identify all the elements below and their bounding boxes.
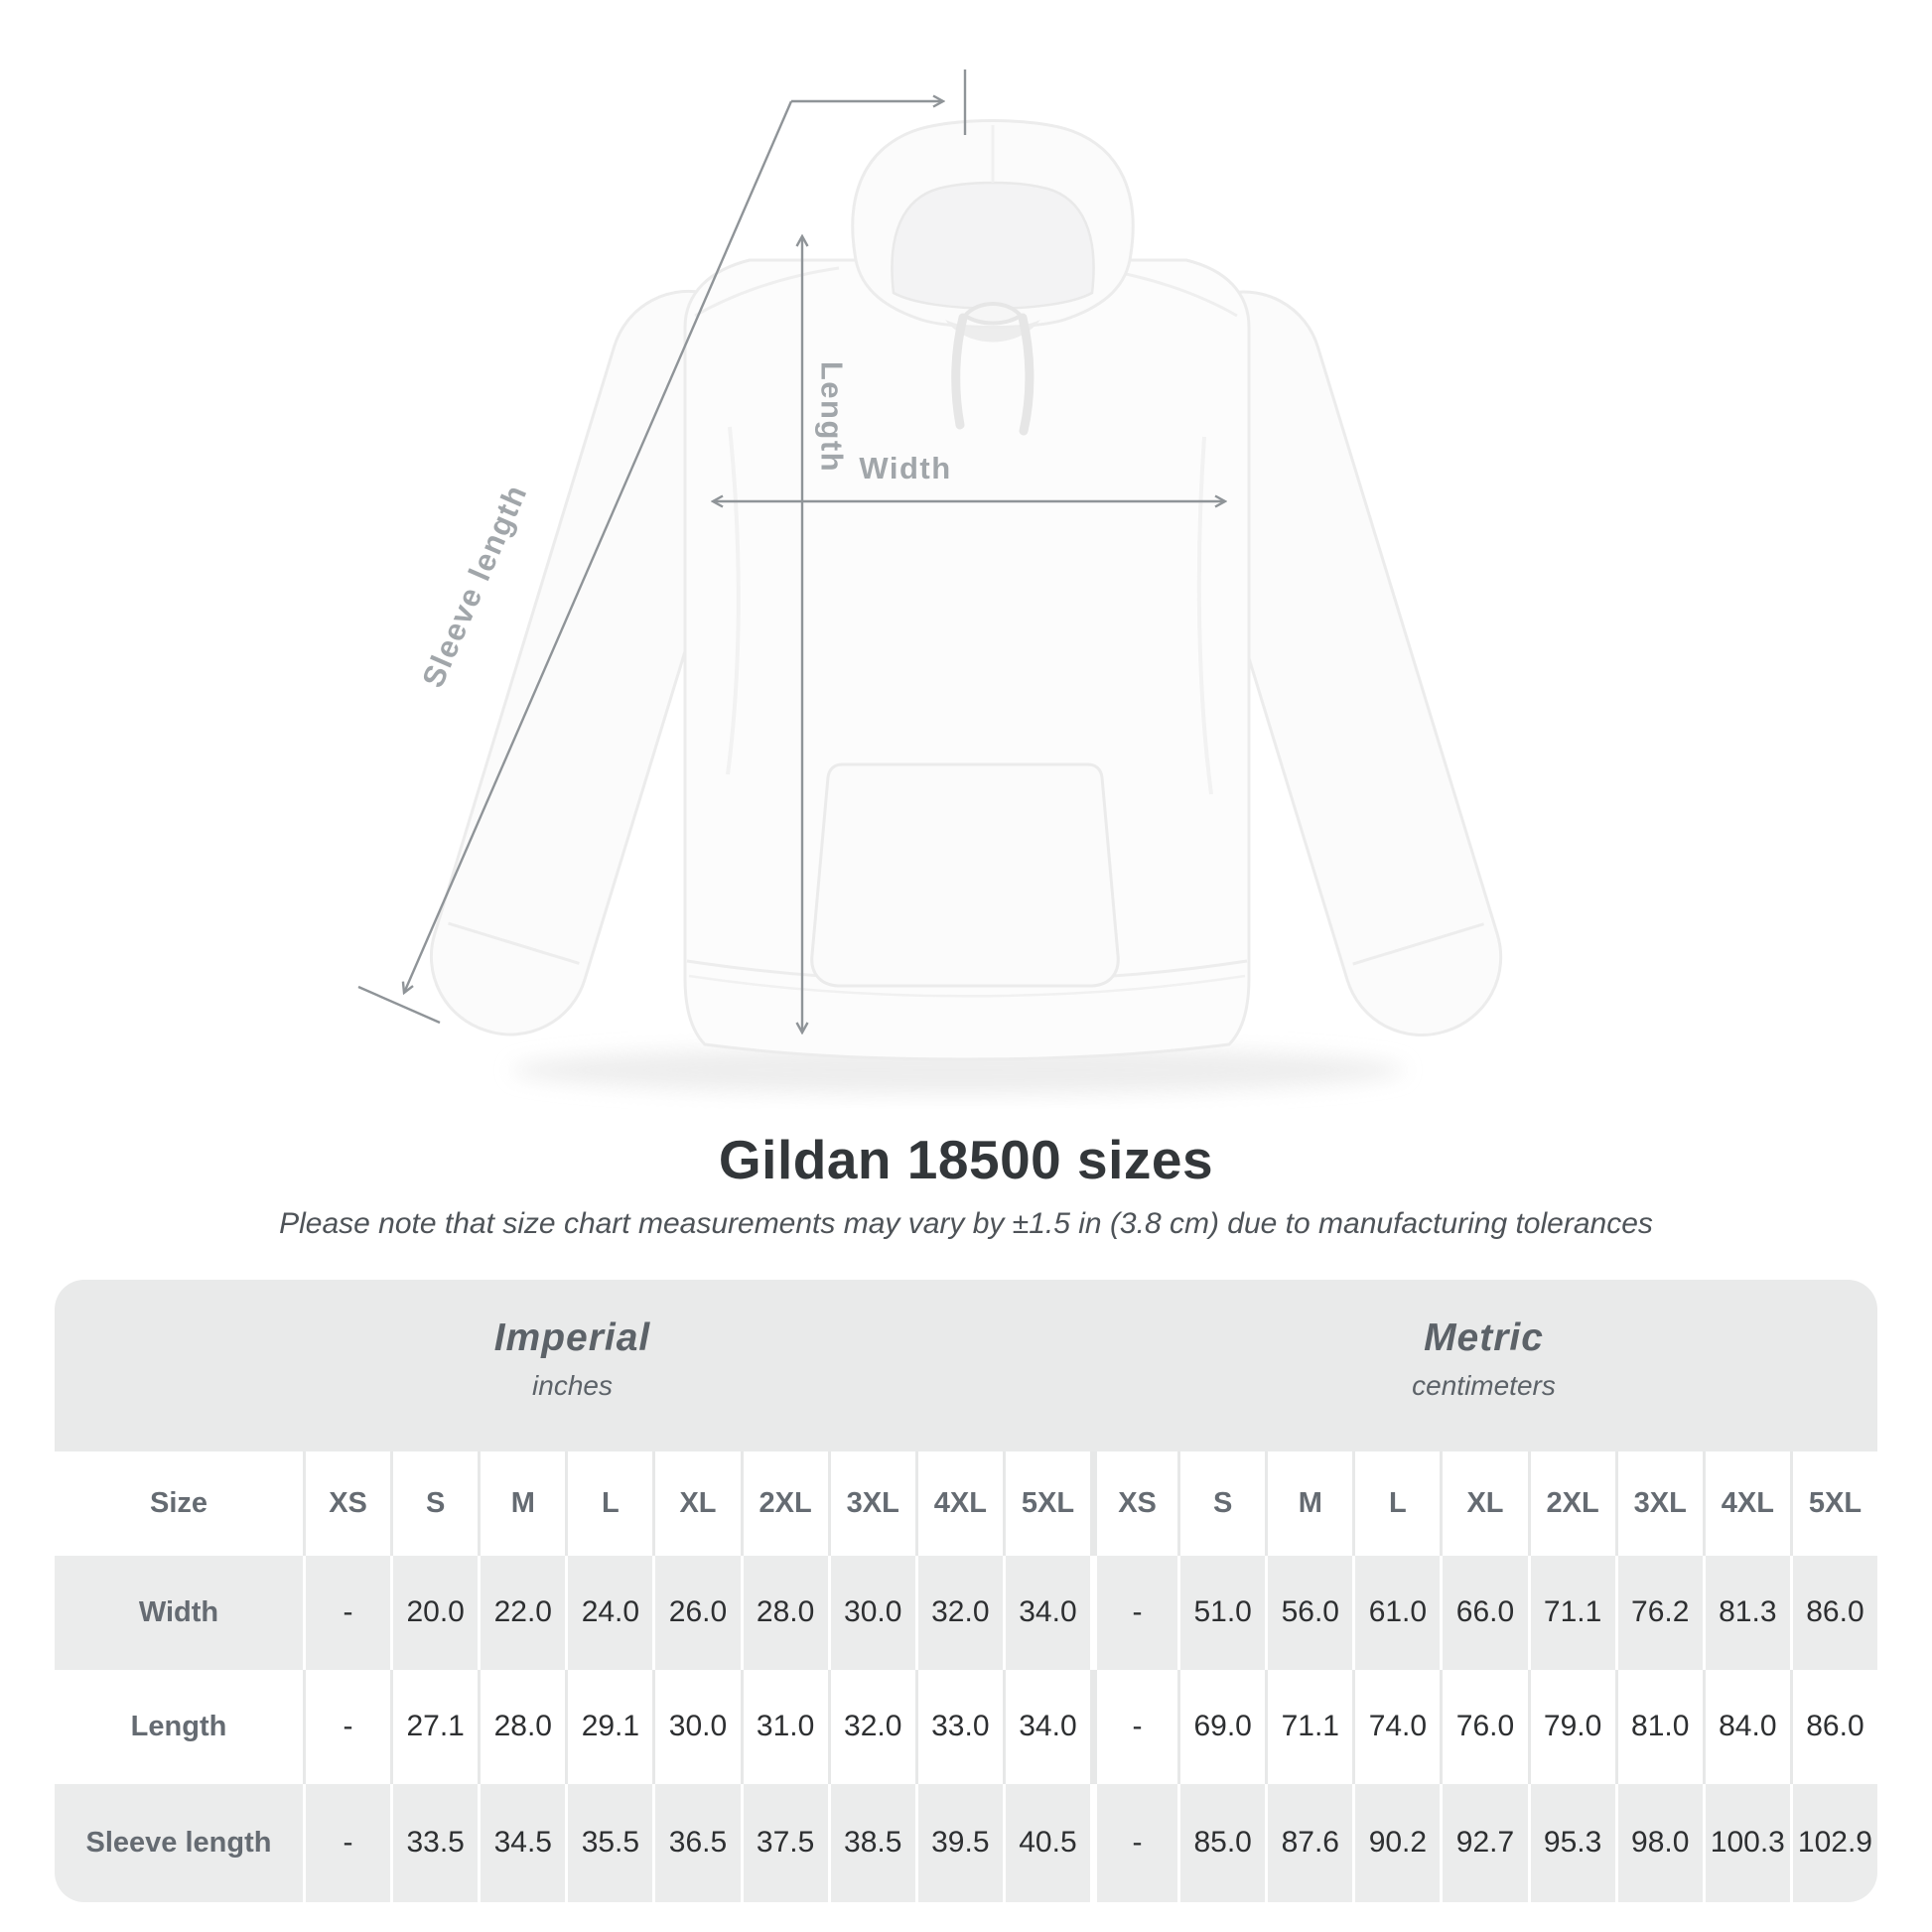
- width-label: Width: [859, 451, 952, 485]
- value-cell: 28.0: [478, 1670, 565, 1784]
- value-cell: 87.6: [1265, 1784, 1352, 1902]
- measurement-row: [55, 1556, 1877, 1670]
- value-cell: 39.5: [915, 1784, 1003, 1902]
- page-title: Gildan 18500 sizes: [718, 1129, 1214, 1190]
- value-cell: 34.5: [478, 1784, 565, 1902]
- value-cell: 35.5: [565, 1784, 652, 1902]
- value-cell: 98.0: [1615, 1784, 1703, 1902]
- value-cell: -: [1090, 1556, 1177, 1670]
- value-cell: 56.0: [1265, 1556, 1352, 1670]
- value-cell: 32.0: [915, 1556, 1003, 1670]
- value-cell: 79.0: [1528, 1670, 1615, 1784]
- row-label: Width: [138, 1595, 219, 1628]
- size-header-imperial-2xl: 2XL: [741, 1451, 828, 1556]
- value-cell: -: [303, 1784, 390, 1902]
- metric-unit: centimeters: [1412, 1370, 1556, 1401]
- value-cell: 29.1: [565, 1670, 652, 1784]
- value-cell: 40.5: [1003, 1784, 1090, 1902]
- value-cell: 90.2: [1352, 1784, 1440, 1902]
- value-cell: 27.1: [390, 1670, 478, 1784]
- value-cell: 95.3: [1528, 1784, 1615, 1902]
- value-cell: 31.0: [741, 1670, 828, 1784]
- value-cell: 100.3: [1703, 1784, 1790, 1902]
- size-header-metric-5xl: 5XL: [1790, 1451, 1877, 1556]
- size-header-metric-xl: XL: [1440, 1451, 1527, 1556]
- value-cell: 30.0: [828, 1556, 915, 1670]
- length-label: Length: [814, 360, 850, 474]
- size-header-imperial-m: M: [478, 1451, 565, 1556]
- size-header-metric-4xl: 4XL: [1703, 1451, 1790, 1556]
- value-cell: 38.5: [828, 1784, 915, 1902]
- metric-label: Metric: [1424, 1316, 1544, 1359]
- value-cell: 33.0: [915, 1670, 1003, 1784]
- value-cell: -: [1090, 1784, 1177, 1902]
- size-header-metric-m: M: [1265, 1451, 1352, 1556]
- size-header-metric-xs: XS: [1090, 1451, 1177, 1556]
- row-label: Sleeve length: [85, 1826, 272, 1859]
- value-cell: 81.0: [1615, 1670, 1703, 1784]
- value-cell: 86.0: [1790, 1670, 1877, 1784]
- value-cell: 28.0: [741, 1556, 828, 1670]
- size-header-row: [55, 1451, 1877, 1556]
- value-cell: 30.0: [652, 1670, 740, 1784]
- value-cell: -: [303, 1670, 390, 1784]
- sleeve-measure-bottom-tick: [358, 987, 440, 1023]
- value-cell: 71.1: [1528, 1556, 1615, 1670]
- value-cell: 36.5: [652, 1784, 740, 1902]
- size-header-imperial-xl: XL: [652, 1451, 740, 1556]
- value-cell: 74.0: [1352, 1670, 1440, 1784]
- value-cell: 71.1: [1265, 1670, 1352, 1784]
- size-header-metric-s: S: [1177, 1451, 1265, 1556]
- size-header-metric-2xl: 2XL: [1528, 1451, 1615, 1556]
- size-header-imperial-xs: XS: [303, 1451, 390, 1556]
- size-header-imperial-3xl: 3XL: [828, 1451, 915, 1556]
- value-cell: -: [303, 1556, 390, 1670]
- metric-group-header: [1090, 1280, 1877, 1451]
- table-rows: [55, 1451, 1877, 1902]
- value-cell: 22.0: [478, 1556, 565, 1670]
- size-header-imperial-4xl: 4XL: [915, 1451, 1003, 1556]
- value-cell: 102.9: [1790, 1784, 1877, 1902]
- sleeve-length-label: Sleeve length: [415, 479, 534, 693]
- value-cell: 34.0: [1003, 1556, 1090, 1670]
- imperial-label: Imperial: [493, 1316, 651, 1359]
- imperial-unit: inches: [532, 1370, 613, 1401]
- tolerance-note: Please note that size chart measurements may vary by ±1.5 in (3.8 cm) due to manufacturing tolerances: [279, 1206, 1653, 1240]
- size-column-header: Size: [149, 1486, 208, 1519]
- value-cell: 51.0: [1177, 1556, 1265, 1670]
- hood-opening: [892, 183, 1093, 309]
- size-header-metric-3xl: 3XL: [1615, 1451, 1703, 1556]
- value-cell: 85.0: [1177, 1784, 1265, 1902]
- size-header-imperial-l: L: [565, 1451, 652, 1556]
- size-header-imperial-s: S: [390, 1451, 478, 1556]
- value-cell: 81.3: [1703, 1556, 1790, 1670]
- value-cell: 20.0: [390, 1556, 478, 1670]
- value-cell: 76.0: [1440, 1670, 1527, 1784]
- kangaroo-pocket: [812, 764, 1119, 986]
- value-cell: 86.0: [1790, 1556, 1877, 1670]
- value-cell: 32.0: [828, 1670, 915, 1784]
- drawstring-bow: [965, 304, 1021, 324]
- measurement-row: [55, 1784, 1877, 1902]
- value-cell: 33.5: [390, 1784, 478, 1902]
- size-header-metric-l: L: [1352, 1451, 1440, 1556]
- value-cell: 69.0: [1177, 1670, 1265, 1784]
- size-table: [55, 1280, 1877, 1902]
- value-cell: 34.0: [1003, 1670, 1090, 1784]
- row-label: Length: [130, 1710, 227, 1742]
- value-cell: 61.0: [1352, 1556, 1440, 1670]
- value-cell: 37.5: [741, 1784, 828, 1902]
- value-cell: 26.0: [652, 1556, 740, 1670]
- title-block: [0, 1130, 1932, 1242]
- value-cell: 84.0: [1703, 1670, 1790, 1784]
- value-cell: 76.2: [1615, 1556, 1703, 1670]
- measurement-row: [55, 1670, 1877, 1784]
- value-cell: 66.0: [1440, 1556, 1527, 1670]
- imperial-group-header: [55, 1280, 1090, 1451]
- unit-group-band: [55, 1280, 1877, 1451]
- value-cell: 92.7: [1440, 1784, 1527, 1902]
- size-header-imperial-5xl: 5XL: [1003, 1451, 1090, 1556]
- value-cell: 24.0: [565, 1556, 652, 1670]
- value-cell: -: [1090, 1670, 1177, 1784]
